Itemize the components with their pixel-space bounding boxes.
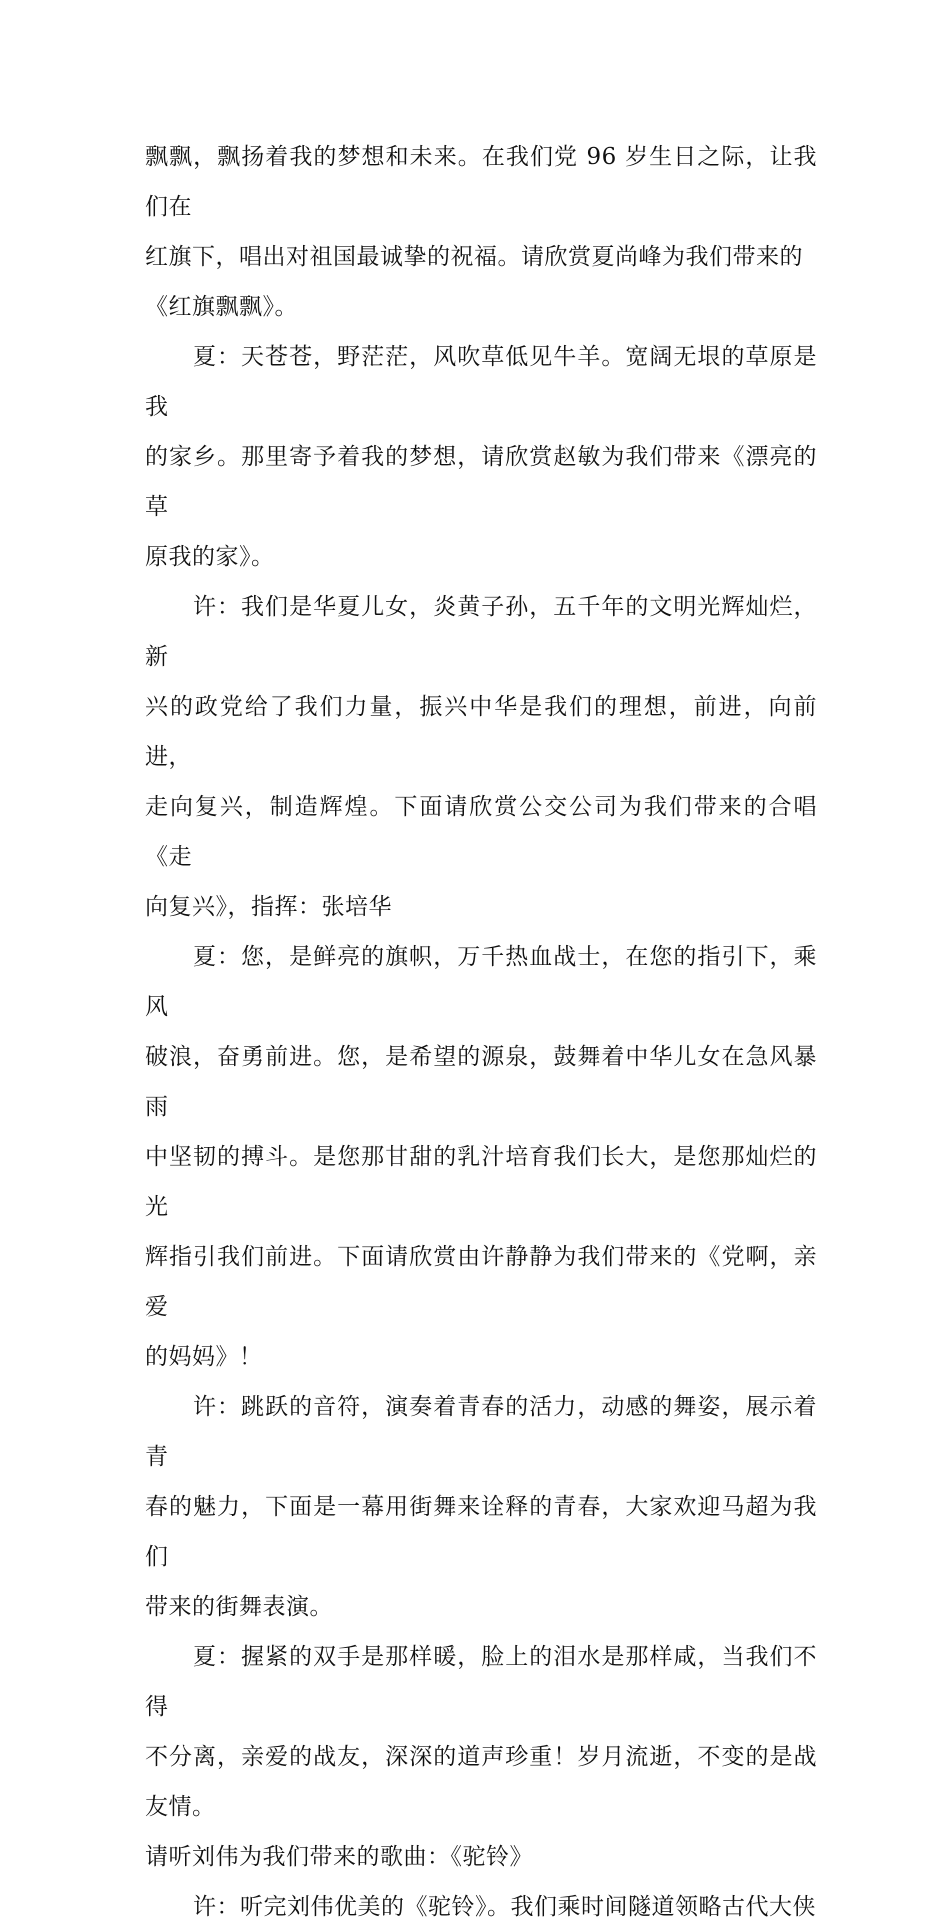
text-line: 的家乡。那里寄予着我的梦想，请欣赏赵敏为我们带来《漂亮的草 <box>145 444 817 520</box>
text-line: 向复兴》，指挥：张培华 <box>145 894 392 920</box>
text-line: 请听刘伟为我们带来的歌曲：《驼铃》 <box>145 1844 533 1870</box>
text-line: 《红旗飘飘》。 <box>145 294 298 320</box>
paragraph-3 <box>145 582 817 932</box>
paragraph-4 <box>145 932 817 1382</box>
paragraph-2 <box>145 332 817 582</box>
text-line: 春的魅力，下面是一幕用街舞来诠释的青春，大家欢迎马超为我们 <box>145 1494 817 1570</box>
text-line: 夏：握紧的双手是那样暖，脸上的泪水是那样咸，当我们不得 <box>145 1644 817 1720</box>
text-line: 夏：天苍苍，野茫茫，风吹草低见牛羊。宽阔无垠的草原是我 <box>145 344 817 420</box>
text-line: 原我的家》。 <box>145 544 275 570</box>
text-line: 红旗下，唱出对祖国最诚挚的祝福。请欣赏夏尚峰为我们带来的 <box>145 244 803 270</box>
text-line: 带来的街舞表演。 <box>145 1594 333 1620</box>
document-body <box>145 132 817 1932</box>
text-line: 许：跳跃的音符，演奏着青春的活力，动感的舞姿，展示着青 <box>145 1394 817 1470</box>
text-line: 不分离，亲爱的战友，深深的道声珍重！岁月流逝，不变的是战友情。 <box>145 1744 817 1820</box>
paragraph-6 <box>145 1632 817 1882</box>
text-line: 许：听完刘伟优美的《驼铃》。我们乘时间隧道领略古代大侠 <box>193 1894 816 1920</box>
paragraph-7 <box>145 1882 817 1932</box>
text-line: 辉指引我们前进。下面请欣赏由许静静为我们带来的《党啊，亲爱 <box>145 1244 817 1320</box>
text-line: 中坚韧的搏斗。是您那甘甜的乳汁培育我们长大，是您那灿烂的光 <box>145 1144 817 1220</box>
text-line: 许：我们是华夏儿女，炎黄子孙，五千年的文明光辉灿烂，新 <box>145 594 817 670</box>
paragraph-1 <box>145 132 817 332</box>
text-line: 夏：您，是鲜亮的旗帜，万千热血战士，在您的指引下，乘风 <box>145 944 817 1020</box>
paragraph-5 <box>145 1382 817 1632</box>
text-line: 走向复兴，制造辉煌。下面请欣赏公交公司为我们带来的合唱《走 <box>145 794 817 870</box>
text-line: 的妈妈》！ <box>145 1344 263 1370</box>
text-line: 兴的政党给了我们力量，振兴中华是我们的理想，前进，向前进， <box>145 694 817 770</box>
text-line: 破浪，奋勇前进。您，是希望的源泉，鼓舞着中华儿女在急风暴雨 <box>145 1044 817 1120</box>
text-line: 飘飘，飘扬着我的梦想和未来。在我们党 96 岁生日之际，让我们在 <box>145 144 817 220</box>
